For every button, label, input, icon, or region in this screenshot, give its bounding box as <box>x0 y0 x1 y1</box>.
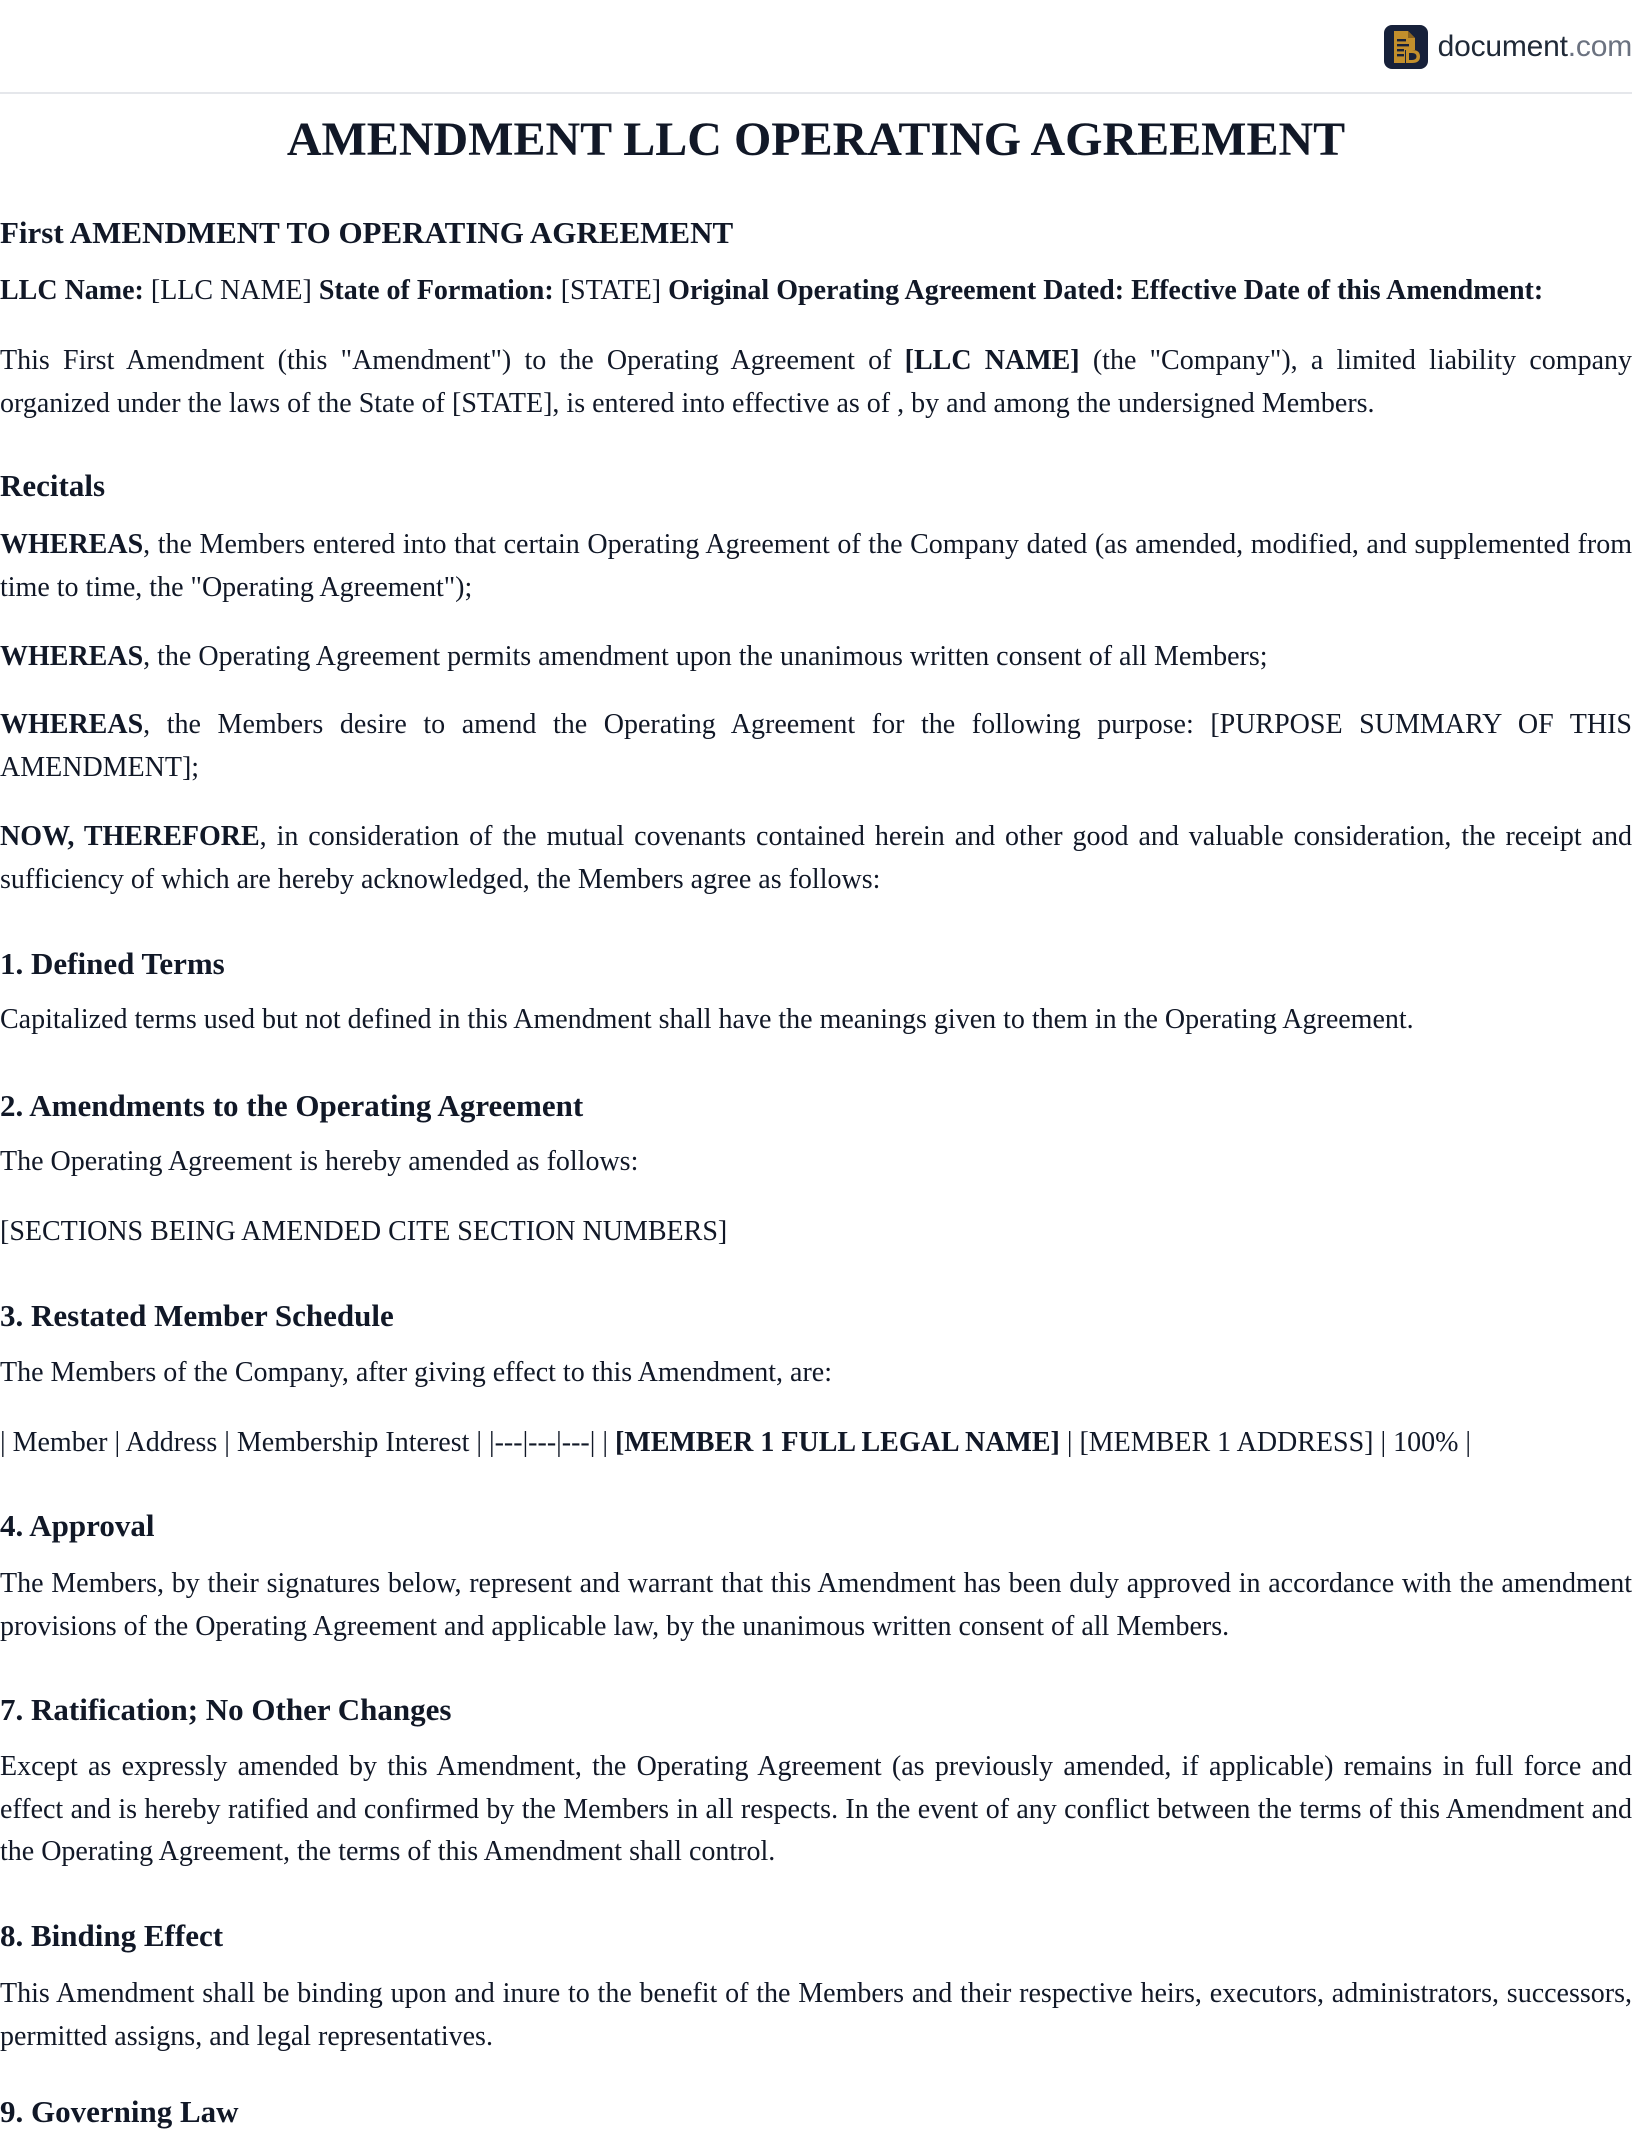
section-heading-member-schedule: 3. Restated Member Schedule <box>0 1298 394 1333</box>
llc-name-label: LLC Name: <box>0 275 144 306</box>
section-body-placeholder: [SECTIONS BEING AMENDED CITE SECTION NUMBERS] <box>0 1216 728 1247</box>
section-body: The Operating Agreement is hereby amended as follows: <box>0 1146 639 1177</box>
recital-paragraph: WHEREAS, the Members desire to amend the Operating Agreement for the following purpose: [PURPOSE SUMMARY OF THIS AMENDMENT]; <box>0 709 1632 783</box>
section-body: The Members, by their signatures below, represent and warrant that this Amendment has been duly approved in accordance with the amendment provisions of the Operating Agreement and applicable law, by the unanimous written consent of all Members. <box>0 1568 1632 1642</box>
section-body: The Members of the Company, after giving effect to this Amendment, are: <box>0 1357 832 1388</box>
brand-logo-link[interactable] <box>1384 25 1632 69</box>
recital-paragraph: WHEREAS, the Operating Agreement permits amendment upon the unanimous written consent of all Members; <box>0 641 1268 672</box>
now-therefore-paragraph: NOW, THEREFORE, in consideration of the mutual covenants contained herein and other good and valuable consideration, the receipt and sufficiency of which are hereby acknowledged, the Members agree as follows: <box>0 821 1632 895</box>
intro-paragraph: This First Amendment (this "Amendment") to the Operating Agreement of [LLC NAME] (the "Company"), a limited liability company organized under the laws of the State of [STATE], is entered into effective as of , by and among the undersigned Members. <box>0 345 1632 419</box>
recitals-heading: Recitals <box>0 468 106 503</box>
state-value: [STATE] <box>553 275 669 306</box>
member-schedule-table-text: | Member | Address | Membership Interest | |---|---|---| | [MEMBER 1 FULL LEGAL NAME] | [MEMBER 1 ADDRESS] | 100% | <box>0 1427 1472 1458</box>
document-d-logo-icon <box>1384 25 1428 69</box>
brand-name: document.com <box>1437 30 1632 63</box>
section-body: Capitalized terms used but not defined in this Amendment shall have the meanings given to them in the Operating Agreement. <box>0 1004 1414 1035</box>
document-meta-line <box>0 271 1632 311</box>
section-heading-binding-effect: 8. Binding Effect <box>0 1918 224 1953</box>
top-bar <box>0 0 1632 94</box>
section-heading-approval: 4. Approval <box>0 1508 155 1543</box>
recital-paragraph: WHEREAS, the Members entered into that certain Operating Agreement of the Company dated (as amended, modified, and supplemented from time to time, the "Operating Agreement"); <box>0 529 1632 603</box>
section-heading-amendments: 2. Amendments to the Operating Agreement <box>0 1088 584 1123</box>
original-date-label: Original Operating Agreement Dated: <box>668 275 1125 306</box>
document-title: AMENDMENT LLC OPERATING AGREEMENT <box>286 113 1346 166</box>
document-subtitle: First AMENDMENT TO OPERATING AGREEMENT <box>0 215 734 250</box>
section-heading-governing-law: 9. Governing Law <box>0 2094 239 2129</box>
effective-date-label: Effective Date of this Amendment: <box>1124 275 1544 306</box>
section-heading-defined-terms: 1. Defined Terms <box>0 946 225 981</box>
section-body: Except as expressly amended by this Amendment, the Operating Agreement (as previously amended, if applicable) remains in full force and effect and is hereby ratified and confirmed by the Members in all respects. In the event of any conflict between the terms of this Amendment and the Operating Agreement, the terms of this Amendment shall control. <box>0 1751 1632 1867</box>
state-label: State of Formation: <box>318 275 554 306</box>
section-body: This Amendment shall be binding upon and inure to the benefit of the Members and their respective heirs, executors, administrators, successors, permitted assigns, and legal representatives. <box>0 1978 1632 2052</box>
llc-name-value: [LLC NAME] <box>143 275 319 306</box>
section-heading-ratification: 7. Ratification; No Other Changes <box>0 1692 452 1727</box>
